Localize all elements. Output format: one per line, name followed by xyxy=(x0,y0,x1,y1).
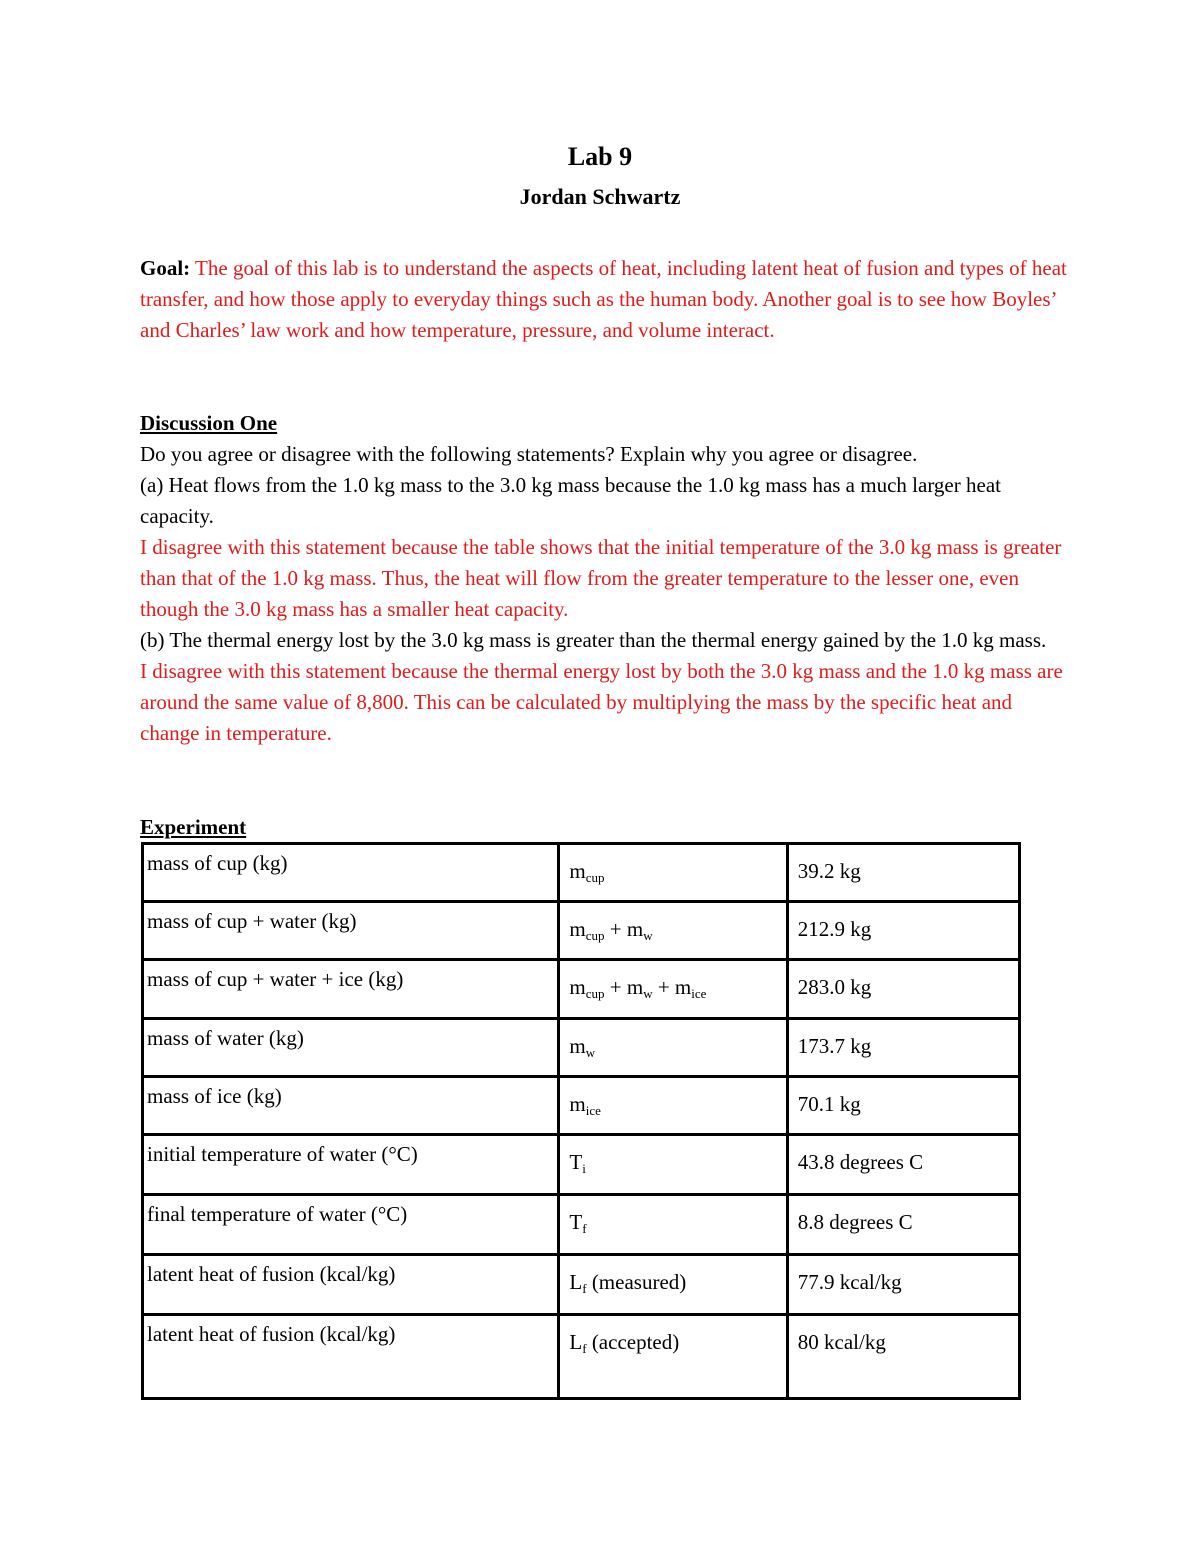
symbol-2: + m xyxy=(604,975,644,999)
value: 173.7 kg xyxy=(797,1034,872,1058)
value: 43.8 degrees C xyxy=(797,1150,924,1174)
value-cell xyxy=(787,1315,1019,1399)
symbol-suffix: (accepted) xyxy=(586,1330,680,1354)
table-row xyxy=(143,1077,1020,1135)
symbol-cell xyxy=(559,1315,787,1399)
quantity-label: mass of ice (kg) xyxy=(147,1084,282,1108)
goal-label: Goal: xyxy=(140,256,191,280)
symbol: m xyxy=(569,1034,586,1058)
table-row xyxy=(143,960,1020,1019)
symbol-cell xyxy=(559,1077,787,1135)
symbol-suffix: (measured) xyxy=(586,1270,687,1294)
quantity-cell xyxy=(143,1019,559,1077)
value: 8.8 degrees C xyxy=(797,1210,913,1234)
quantity-label: latent heat of fusion (kcal/kg) xyxy=(147,1322,396,1346)
statement-a: (a) Heat flows from the 1.0 kg mass to the 3.0 kg mass because the 1.0 kg mass has a much larger heat capacity. xyxy=(140,473,1001,528)
discussion-heading: Discussion One xyxy=(140,411,278,435)
table-row xyxy=(143,1019,1020,1077)
quantity-cell xyxy=(143,902,559,960)
value: 283.0 kg xyxy=(797,975,872,999)
value: 70.1 kg xyxy=(797,1092,861,1116)
table-row xyxy=(143,1195,1020,1255)
quantity-label: final temperature of water (°C) xyxy=(147,1202,408,1226)
symbol-subscript: f xyxy=(582,1221,587,1236)
quantity-label: mass of cup + water + ice (kg) xyxy=(147,967,404,991)
quantity-label: mass of cup + water (kg) xyxy=(147,909,357,933)
symbol: T xyxy=(569,1150,583,1174)
value-cell xyxy=(787,1077,1019,1135)
experiment-heading: Experiment xyxy=(140,815,247,839)
symbol: m xyxy=(569,917,586,941)
symbol-cell xyxy=(559,960,787,1019)
experiment-table xyxy=(141,842,1021,1400)
symbol-2-subscript: w xyxy=(643,986,653,1001)
symbol: L xyxy=(569,1330,583,1354)
symbol-3: + m xyxy=(652,975,692,999)
value-cell xyxy=(787,1195,1019,1255)
statement-b: (b) The thermal energy lost by the 3.0 kg mass is greater than the thermal energy gained by the 1.0 kg mass. xyxy=(140,628,1047,652)
value-cell xyxy=(787,960,1019,1019)
symbol-3-subscript: ice xyxy=(691,986,707,1001)
quantity-cell xyxy=(143,1315,559,1399)
quantity-label: mass of water (kg) xyxy=(147,1026,304,1050)
symbol-subscript: cup xyxy=(585,928,605,943)
symbol: m xyxy=(569,1092,586,1116)
table-row xyxy=(143,1255,1020,1315)
table-row xyxy=(143,902,1020,960)
symbol-cell xyxy=(559,1195,787,1255)
value-cell xyxy=(787,844,1019,902)
answer-a: I disagree with this statement because the table shows that the initial temperature of the 3.0 kg mass is greater than that of the 1.0 kg mass. Thus, the heat will flow from the greater temperature to the lesser one, even though the 3.0 kg mass has a smaller heat capacity. xyxy=(140,535,1062,621)
table-row xyxy=(143,1315,1020,1399)
quantity-cell xyxy=(143,1135,559,1195)
quantity-label: mass of cup (kg) xyxy=(147,851,288,875)
value: 80 kcal/kg xyxy=(797,1330,886,1354)
symbol-subscript: f xyxy=(582,1341,587,1356)
symbol: T xyxy=(569,1210,583,1234)
answer-b: I disagree with this statement because the thermal energy lost by both the 3.0 kg mass and the 1.0 kg mass are around the same value of 8,800. This can be calculated by multiplying the mass by the specific heat and change in temperature. xyxy=(140,659,1063,745)
quantity-cell xyxy=(143,1077,559,1135)
quantity-label: initial temperature of water (°C) xyxy=(147,1142,418,1166)
symbol-cell xyxy=(559,1135,787,1195)
table-row xyxy=(143,844,1020,902)
value: 212.9 kg xyxy=(797,917,872,941)
symbol-2-subscript: w xyxy=(643,928,653,943)
quantity-cell xyxy=(143,844,559,902)
table-row xyxy=(143,1135,1020,1195)
quantity-cell xyxy=(143,1255,559,1315)
value: 77.9 kcal/kg xyxy=(797,1270,902,1294)
symbol-subscript: ice xyxy=(585,1103,601,1118)
symbol-subscript: f xyxy=(582,1281,587,1296)
symbol-subscript: cup xyxy=(585,986,605,1001)
symbol-subscript: cup xyxy=(585,870,605,885)
symbol-cell xyxy=(559,1019,787,1077)
value-cell xyxy=(787,1255,1019,1315)
author-name: Jordan Schwartz xyxy=(519,184,681,209)
goal-text: The goal of this lab is to understand the aspects of heat, including latent heat of fusion and types of heat transfer, and how those apply to everyday things such as the human body. Another goal is to see how Boyles’ and Charles’ law work and how temperature, pressure, and volume interact. xyxy=(140,256,1067,342)
symbol-cell xyxy=(559,902,787,960)
symbol: m xyxy=(569,859,586,883)
symbol: m xyxy=(569,975,586,999)
quantity-label: latent heat of fusion (kcal/kg) xyxy=(147,1262,396,1286)
quantity-cell xyxy=(143,960,559,1019)
document-title: Lab 9 xyxy=(567,142,633,171)
value-cell xyxy=(787,1019,1019,1077)
symbol-subscript: w xyxy=(585,1045,596,1060)
symbol: L xyxy=(569,1270,583,1294)
discussion-body xyxy=(140,439,1070,749)
quantity-cell xyxy=(143,1195,559,1255)
symbol-subscript: i xyxy=(582,1161,586,1176)
symbol-cell xyxy=(559,844,787,902)
symbol-cell xyxy=(559,1255,787,1315)
value: 39.2 kg xyxy=(797,859,861,883)
value-cell xyxy=(787,1135,1019,1195)
discussion-prompt: Do you agree or disagree with the following statements? Explain why you agree or disagree. xyxy=(140,442,918,466)
goal-paragraph xyxy=(140,253,1070,346)
value-cell xyxy=(787,902,1019,960)
symbol-2: + m xyxy=(604,917,644,941)
